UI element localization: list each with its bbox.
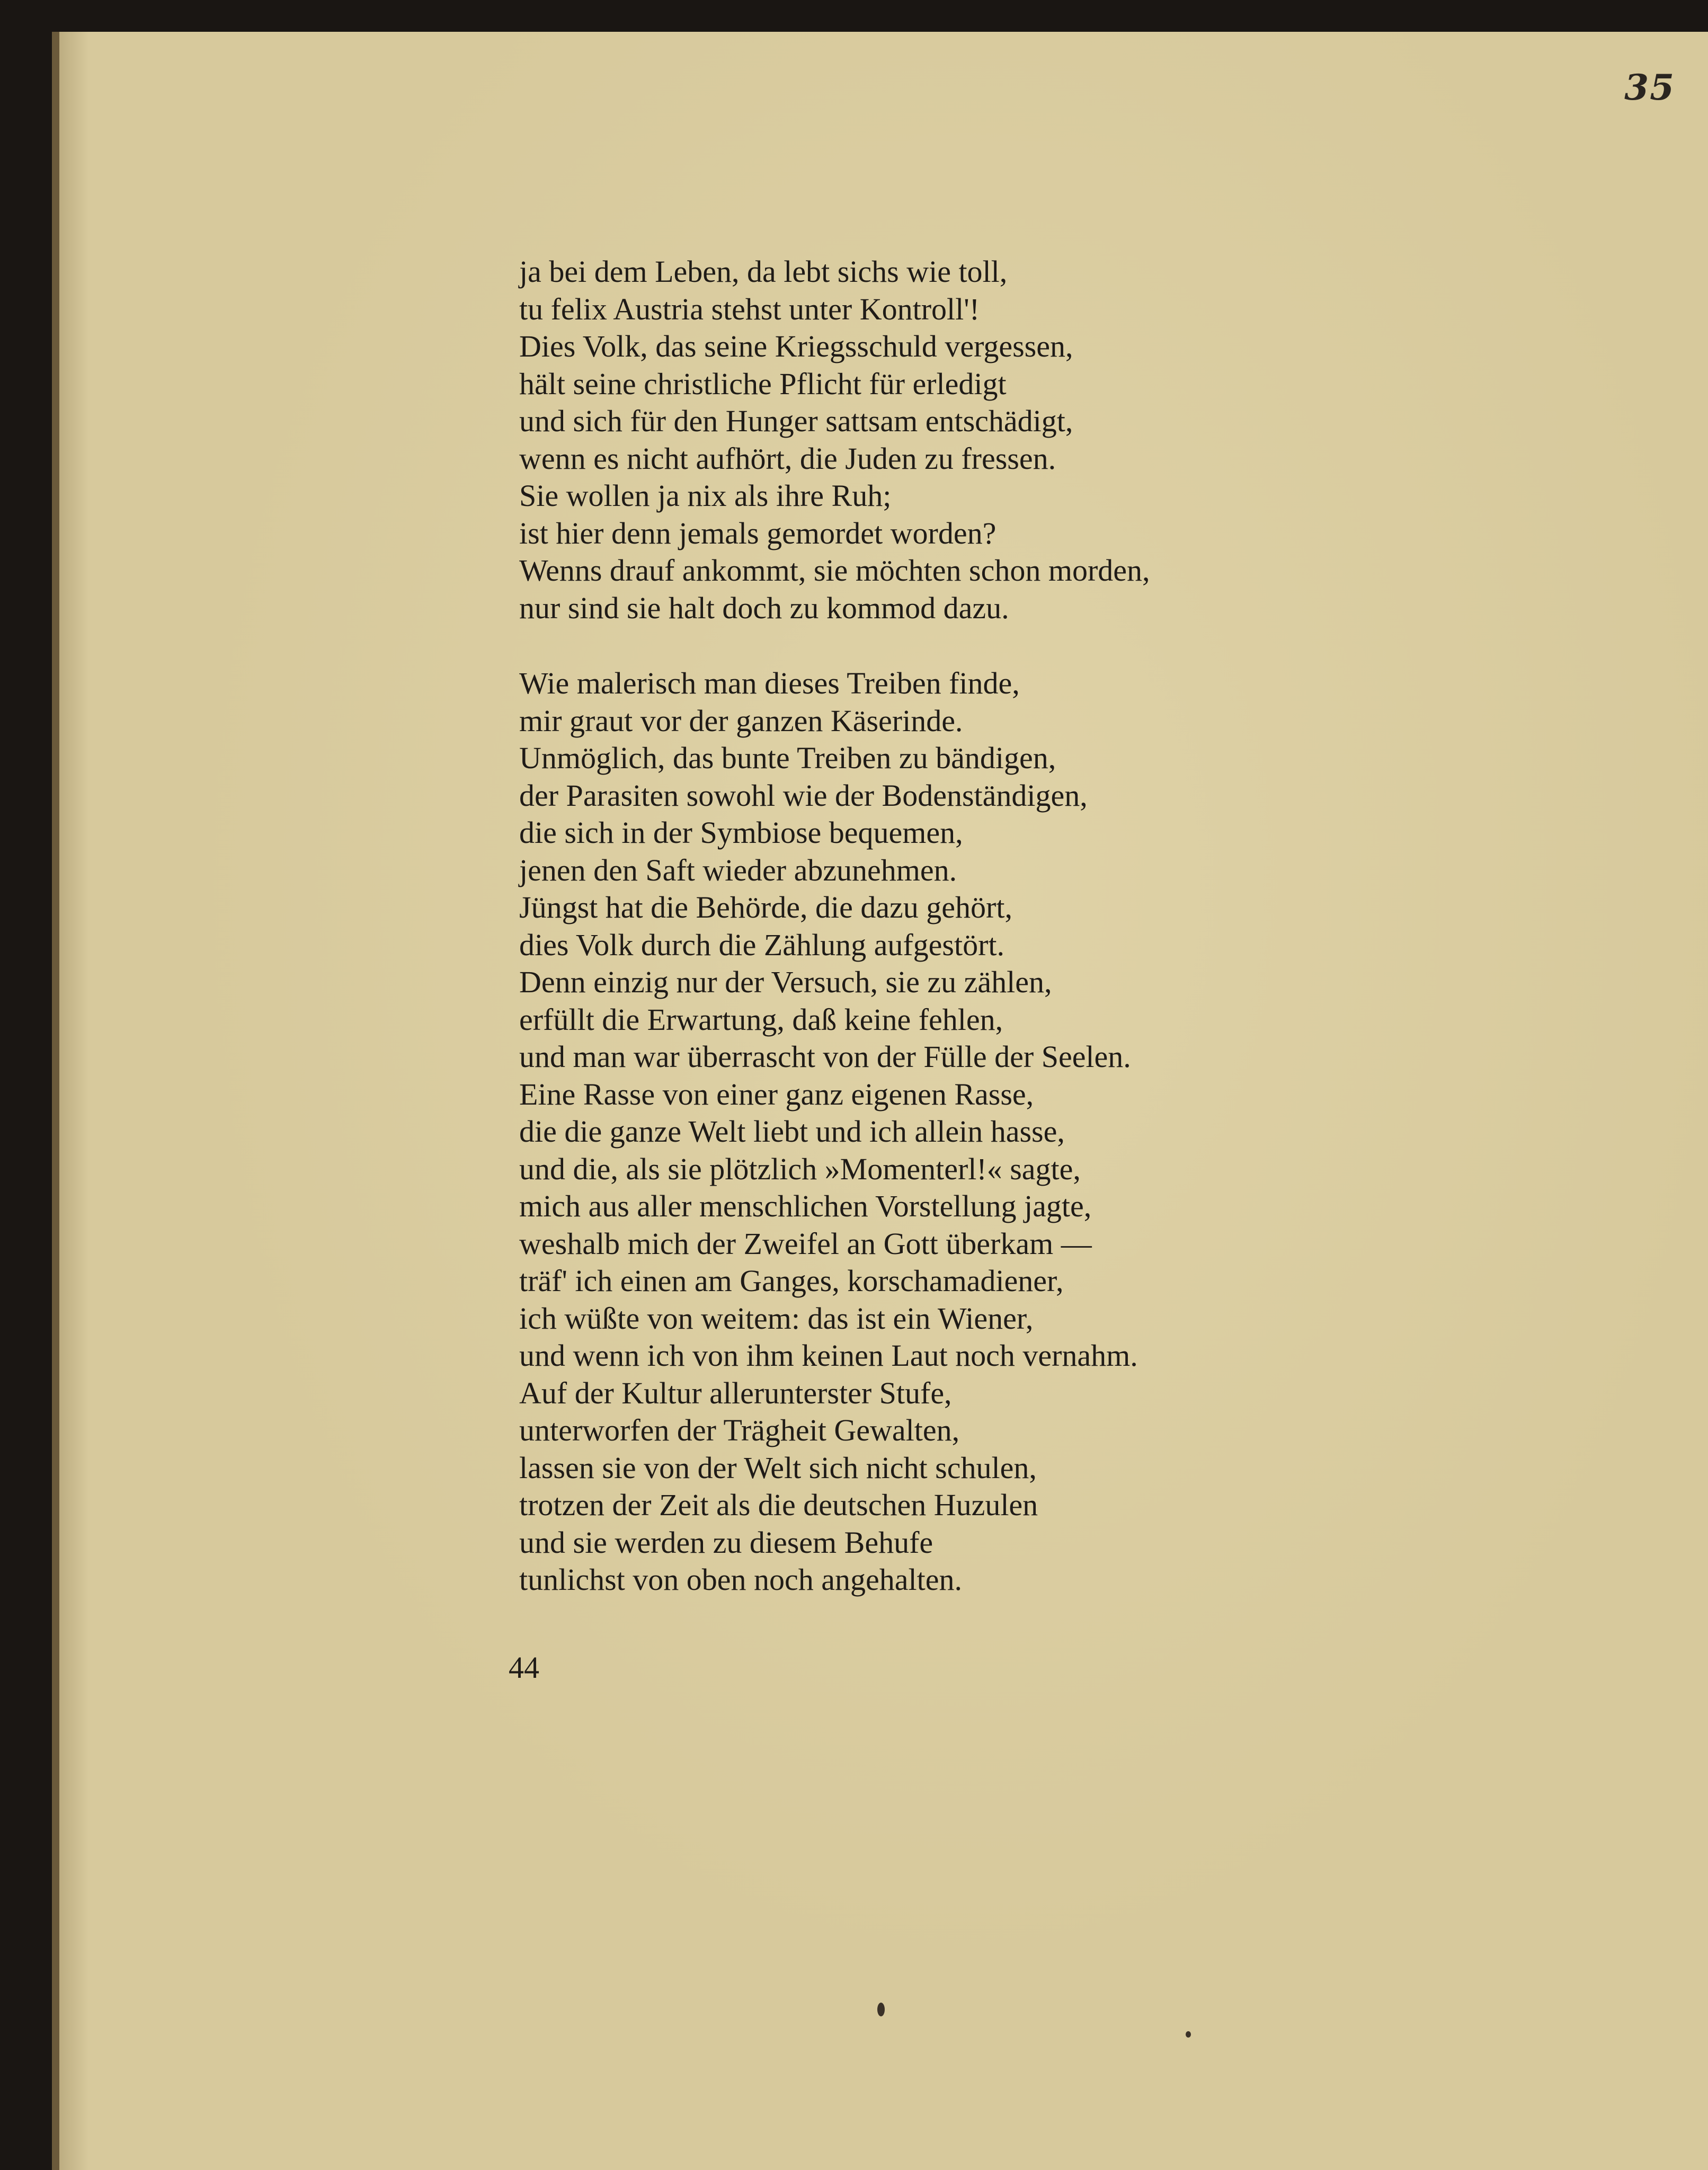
verse-line: Sie wollen ja nix als ihre Ruh;: [519, 478, 892, 513]
verse-line: weshalb mich der Zweifel an Gott überkam —: [519, 1226, 1092, 1261]
verse-line: träf' ich einen am Ganges, korschamadiener,: [519, 1264, 1064, 1298]
verse-line: Unmöglich, das bunte Treiben zu bändigen,: [519, 741, 1056, 775]
verse-line: und man war überrascht von der Fülle der Seelen.: [519, 1039, 1131, 1074]
verse-line: ich wüßte von weitem: das ist ein Wiener,: [519, 1301, 1034, 1336]
stanza-1: [519, 253, 1420, 627]
verse-line: tu felix Austria stehst unter Kontroll'!: [519, 291, 980, 326]
verse-line: ist hier denn jemals gemordet worden?: [519, 515, 997, 550]
verse-line: lassen sie von der Welt sich nicht schulen,: [519, 1450, 1037, 1485]
verse-line: nur sind sie halt doch zu kommod dazu.: [519, 590, 1009, 625]
verse-line: Denn einzig nur der Versuch, sie zu zählen,: [519, 965, 1052, 999]
verse-line: trotzen der Zeit als die deutschen Huzulen: [519, 1488, 1038, 1522]
verse-line: und wenn ich von ihm keinen Laut noch vernahm.: [519, 1338, 1138, 1373]
verse-line: Auf der Kultur allerunterster Stufe,: [519, 1375, 952, 1410]
verse-line: die die ganze Welt liebt und ich allein hasse,: [519, 1114, 1065, 1149]
verse-line: ja bei dem Leben, da lebt sichs wie toll,: [519, 254, 1008, 289]
verse-line: die sich in der Symbiose bequemen,: [519, 815, 963, 850]
verse-line: erfüllt die Erwartung, daß keine fehlen,: [519, 1002, 1003, 1037]
paper-sheet: [52, 32, 1708, 2170]
stanza-2: [519, 665, 1420, 1599]
verse-line: mich aus aller menschlichen Vorstellung jagte,: [519, 1189, 1092, 1223]
ink-speck: [877, 2003, 885, 2016]
verse-line: jenen den Saft wieder abzunehmen.: [519, 852, 957, 887]
verse-line: wenn es nicht aufhört, die Juden zu fressen.: [519, 441, 1056, 476]
verse-line: dies Volk durch die Zählung aufgestört.: [519, 927, 1005, 962]
verse-line: und die, als sie plötzlich »Momenterl!« sagte,: [519, 1151, 1081, 1186]
poem-text: [519, 253, 1420, 1599]
verse-line: Dies Volk, das seine Kriegsschuld vergessen,: [519, 329, 1073, 363]
verse-line: Jüngst hat die Behörde, die dazu gehört,: [519, 890, 1012, 924]
binding-gutter: [52, 32, 59, 2170]
verse-line: Eine Rasse von einer ganz eigenen Rasse,: [519, 1077, 1034, 1111]
verse-line: unterworfen der Trägheit Gewalten,: [519, 1413, 960, 1447]
verse-line: Wie malerisch man dieses Treiben finde,: [519, 666, 1020, 700]
page-number: 44: [509, 1650, 539, 1685]
verse-line: der Parasiten sowohl wie der Bodenständigen,: [519, 778, 1088, 813]
verse-line: und sie werden zu diesem Behufe: [519, 1525, 933, 1560]
ink-speck: [1186, 2031, 1191, 2038]
verse-line: und sich für den Hunger sattsam entschädigt,: [519, 404, 1073, 438]
verse-line: Wenns drauf ankommt, sie möchten schon morden,: [519, 553, 1150, 588]
handwritten-folio-number: 35: [1624, 67, 1675, 108]
verse-line: mir graut vor der ganzen Käserinde.: [519, 703, 963, 738]
verse-line: tunlichst von oben noch angehalten.: [519, 1562, 962, 1597]
verse-line: hält seine christliche Pflicht für erledigt: [519, 366, 1007, 401]
